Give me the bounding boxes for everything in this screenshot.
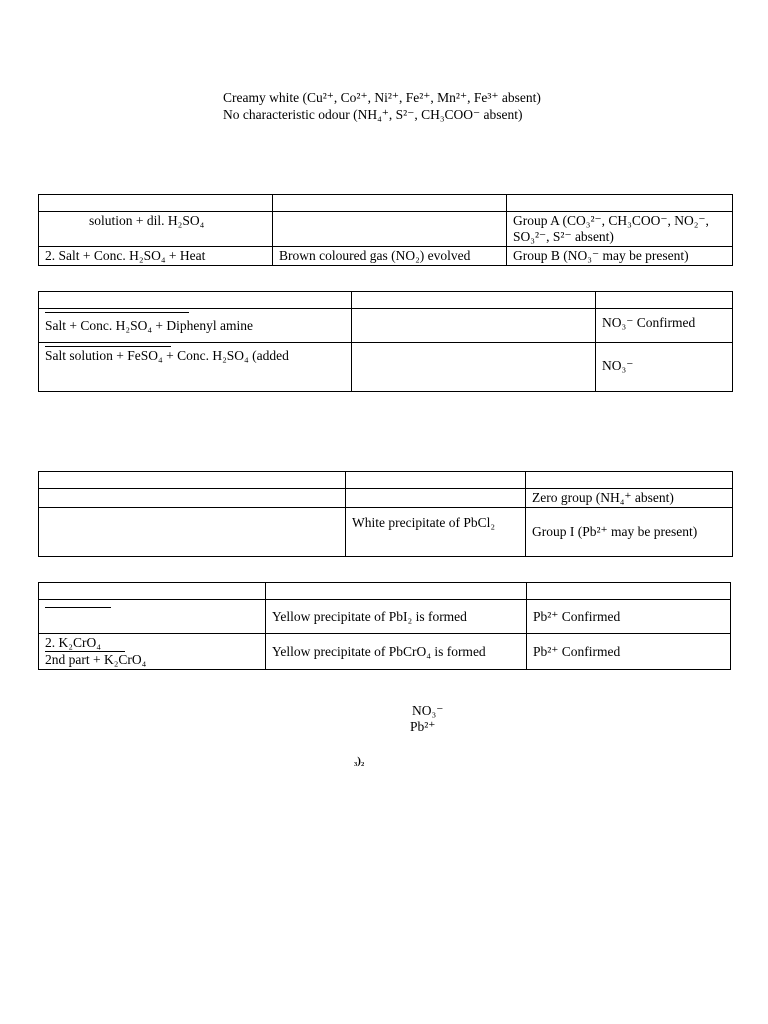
table-cell: Group A (CO₃²⁻, CH₃COO⁻, NO₂⁻, SO₃²⁻, S²⁻ absent) [507, 212, 733, 247]
table-cell [346, 472, 526, 489]
table-cell [39, 309, 352, 343]
table-cell [39, 195, 273, 212]
result-anion: NO₃⁻ [412, 703, 444, 718]
table-row [39, 309, 733, 343]
table-cell: Group I (Pb²⁺ may be present) [526, 508, 733, 557]
result-cation: Pb²⁺ [410, 719, 436, 734]
table-cell [39, 489, 346, 508]
underline-rule [45, 312, 189, 313]
table-cell [39, 472, 346, 489]
table-row [39, 472, 733, 489]
table-cell: Group B (NO₃⁻ may be present) [507, 247, 733, 266]
table-cell [273, 195, 507, 212]
table-cell [596, 292, 733, 309]
table-cell: NO₃⁻ [596, 343, 733, 392]
test-text: 2. K₂CrO₄ [45, 635, 125, 652]
table-cell [39, 292, 352, 309]
table-row [39, 292, 733, 309]
observation-colour: Creamy white (Cu²⁺, Co²⁺, Ni²⁺, Fe²⁺, Mn²⁺, Fe³⁺ absent) [223, 90, 541, 105]
table-cell: Yellow precipitate of PbI₂ is formed [266, 600, 527, 634]
nitrate-confirm-table [38, 291, 733, 392]
test-text: Salt + Conc. H₂SO₄ + Diphenyl amine [45, 318, 253, 333]
underline-rule [45, 607, 111, 608]
table-cell: Pb²⁺ Confirmed [527, 600, 731, 634]
table-row [39, 583, 731, 600]
anion-group-table [38, 194, 733, 266]
table-row [39, 343, 733, 392]
table-row [39, 247, 733, 266]
observation-odour: No characteristic odour (NH₄⁺, S²⁻, CH₃COO⁻ absent) [223, 107, 523, 122]
table-cell [266, 583, 527, 600]
table-cell: NO₃⁻ Confirmed [596, 309, 733, 343]
table-row [39, 195, 733, 212]
table-cell [352, 309, 596, 343]
table-cell [346, 489, 526, 508]
table-cell: Yellow precipitate of PbCrO₄ is formed [266, 634, 527, 670]
table-cell: solution + dil. H₂SO₄ [39, 212, 273, 247]
test-text: Salt solution + FeSO₄ + Conc. H₂SO₄ (added [45, 348, 289, 363]
table-cell [507, 195, 733, 212]
table-row [39, 489, 733, 508]
table-cell: 2. Salt + Conc. H₂SO₄ + Heat [39, 247, 273, 266]
result-formula-fragment: ₃)₂ [354, 755, 365, 767]
table-cell [527, 583, 731, 600]
table-row [39, 212, 733, 247]
underline-rule [45, 346, 171, 347]
lead-confirm-table [38, 582, 731, 670]
table-cell: White precipitate of PbCl₂ [346, 508, 526, 557]
table-cell [39, 583, 266, 600]
table-row [39, 600, 731, 634]
table-cell [39, 634, 266, 670]
table-cell [526, 472, 733, 489]
table-cell [39, 600, 266, 634]
table-cell [39, 508, 346, 557]
table-row [39, 634, 731, 670]
table-cell: Brown coloured gas (NO₂) evolved [273, 247, 507, 266]
cation-group-table [38, 471, 733, 557]
table-cell [352, 343, 596, 392]
table-cell: Pb²⁺ Confirmed [527, 634, 731, 670]
table-cell [273, 212, 507, 247]
table-cell [352, 292, 596, 309]
table-cell [39, 343, 352, 392]
test-text: 2nd part + K₂CrO₄ [45, 652, 147, 667]
table-cell: Zero group (NH₄⁺ absent) [526, 489, 733, 508]
table-row [39, 508, 733, 557]
